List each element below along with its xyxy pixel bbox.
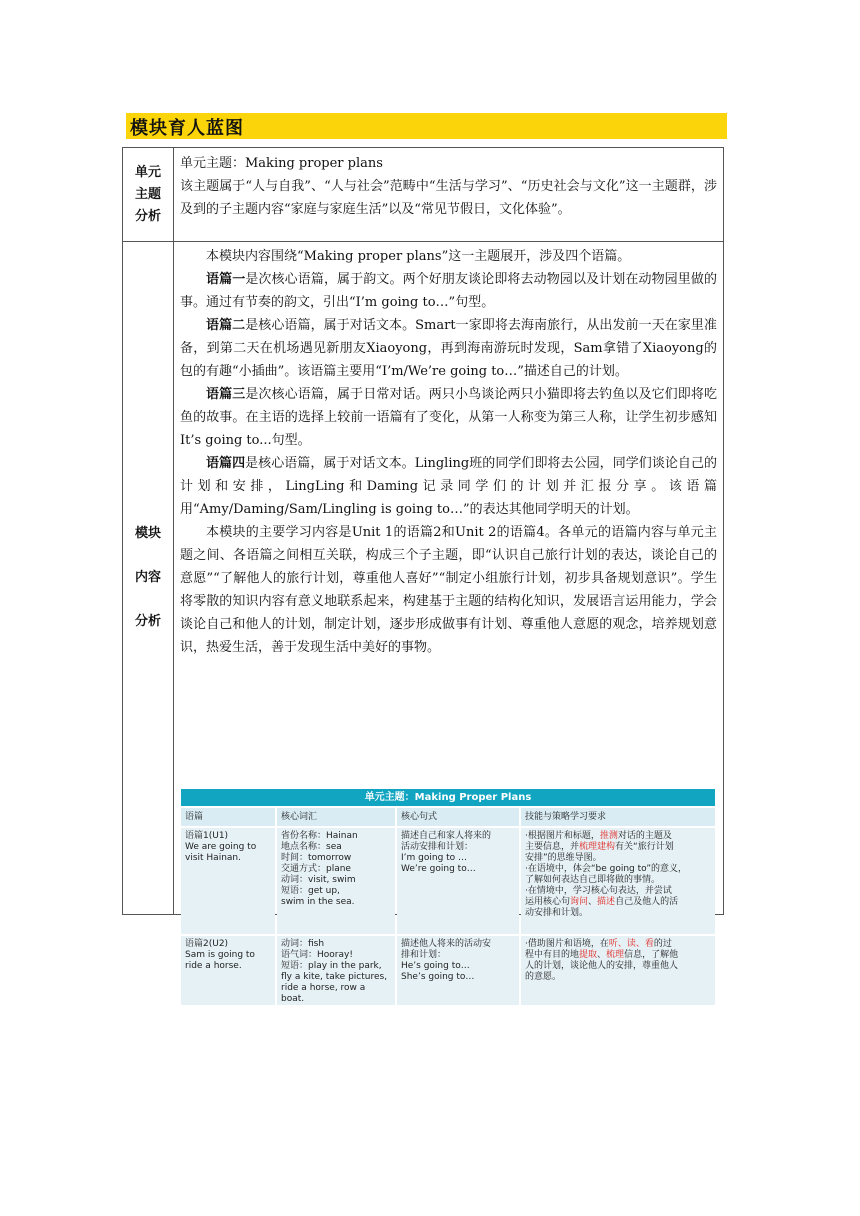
header-sentence: 核心句式 <box>397 808 519 826</box>
header-vocab: 核心词汇 <box>277 808 395 826</box>
content-analysis <box>180 245 717 659</box>
section-banner <box>126 113 727 139</box>
text2-sentence: 描述他人将来的活动安 排和计划： He’s going to… She’s going to… <box>397 936 519 1005</box>
text1-skills: ·根据图片和标题，推测对话的主题及 主要信息，并梳理建构有关“旅行计划 安排”的思维导图。 ·在语境中，体会“be going to”的意义， 了解如何表达自己即将做的事情。 ·在情境中，学习核心句表达，并尝试 运用核心句询问、描述自己及他人的活 动安排和计划。 <box>521 828 715 934</box>
header-skills: 技能与策略学习要求 <box>521 808 715 826</box>
banner-title: 模块育人蓝图 <box>130 118 244 139</box>
summary-paragraph: 本模块的主要学习内容是Unit 1的语篇2和Unit 2的语篇4。各单元的语篇内容与单元主题之间、各语篇之间相互关联，构成三个子主题，即“认识自己旅行计划的表达，谈论自己的意愿”“了解他人的旅行计划，尊重他人喜好”“制定小组旅行计划，初步具备规划意识”。学生将零散的知识内容有意义地联系起来，构建基于主题的结构化知识，发展语言运用能力，学会谈论自己和他人的计划，制定计划，逐步形成做事有计划、尊重他人意愿的观念，培养规划意识，热爱生活，善于发现生活中美好的事物。 <box>180 525 717 655</box>
row-label-theme: 单元 主题 分析 <box>123 148 174 241</box>
text2-vocab: 动词：fish 语气词：Hooray! 短语：play in the park, fly a kite, take pictures, ride a horse, row a boat. <box>277 936 395 1005</box>
text1-sentence: 描述自己和家人将来的 活动安排和计划： I’m going to … We’re going to… <box>397 828 519 934</box>
header-text: 语篇 <box>181 808 275 826</box>
theme-content <box>180 152 717 221</box>
unit-plan-title: 单元主题：Making Proper Plans <box>181 789 715 806</box>
text3-paragraph: 语篇三是次核心语篇，属于日常对话。两只小鸟谈论两只小猫即将去钓鱼以及它们即将吃鱼的故事。在主语的选择上较前一语篇有了变化，从第一人称变为第三人称，让学生初步感知It’s going to...句型。 <box>180 387 717 448</box>
module-content-row <box>123 241 723 1004</box>
text1-vocab: 省份名称：Hainan 地点名称：sea 时间：tomorrow 交通方式：plane 动词：visit, swim 短语：get up, swim in the sea. <box>277 828 395 934</box>
text2-paragraph: 语篇二是核心语篇，属于对话文本。Smart一家即将去海南旅行，从出发前一天在家里准备，到第二天在机场遇见新朋友Xiaoyong，再到海南游玩时发现，Sam拿错了Xiaoyong的包的有趣“小插曲”。该语篇主要用“I’m/We’re going to…”描述自己的计划。 <box>180 318 717 379</box>
theme-description: 该主题属于“人与自我”、“人与社会”范畴中“生活与学习”、“历史社会与文化”这一主题群，涉及到的子主题内容“家庭与家庭生活”以及“常见节假日，文化体验”。 <box>180 179 717 217</box>
row-label-content: 模块 内容 分析 <box>123 241 174 914</box>
text1-paragraph: 语篇一是次核心语篇，属于韵文。两个好朋友谈论即将去动物园以及计划在动物园里做的事。通过有节奏的韵文，引出“I’m going to…”句型。 <box>180 272 717 310</box>
unit-plan-table <box>181 789 715 1005</box>
text1-cell: 语篇1(U1) We are going to visit Hainan. <box>181 828 275 934</box>
intro-paragraph: 本模块内容围绕“Making proper plans”这一主题展开，涉及四个语篇。 <box>206 249 631 264</box>
text4-paragraph: 语篇四是核心语篇，属于对话文本。Lingling班的同学们即将去公园，同学们谈论自己的计划和安排，LingLing和Daming记录同学们的计划并汇报分享。该语篇用“Amy/Daming/Sam/Lingling is going to…”的表达其他同学明天的计划。 <box>180 456 717 517</box>
text2-cell: 语篇2(U2) Sam is going to ride a horse. <box>181 936 275 1005</box>
analysis-table <box>122 147 724 1004</box>
text2-skills: ·借助图片和语境，在听、读、看的过 程中有目的地提取、梳理信息，了解他 人的计划，谈论他人的安排，尊重他人 的意愿。 <box>521 936 715 1005</box>
theme-line: 单元主题：Making proper plans <box>180 156 383 171</box>
unit-theme-row <box>123 148 723 242</box>
